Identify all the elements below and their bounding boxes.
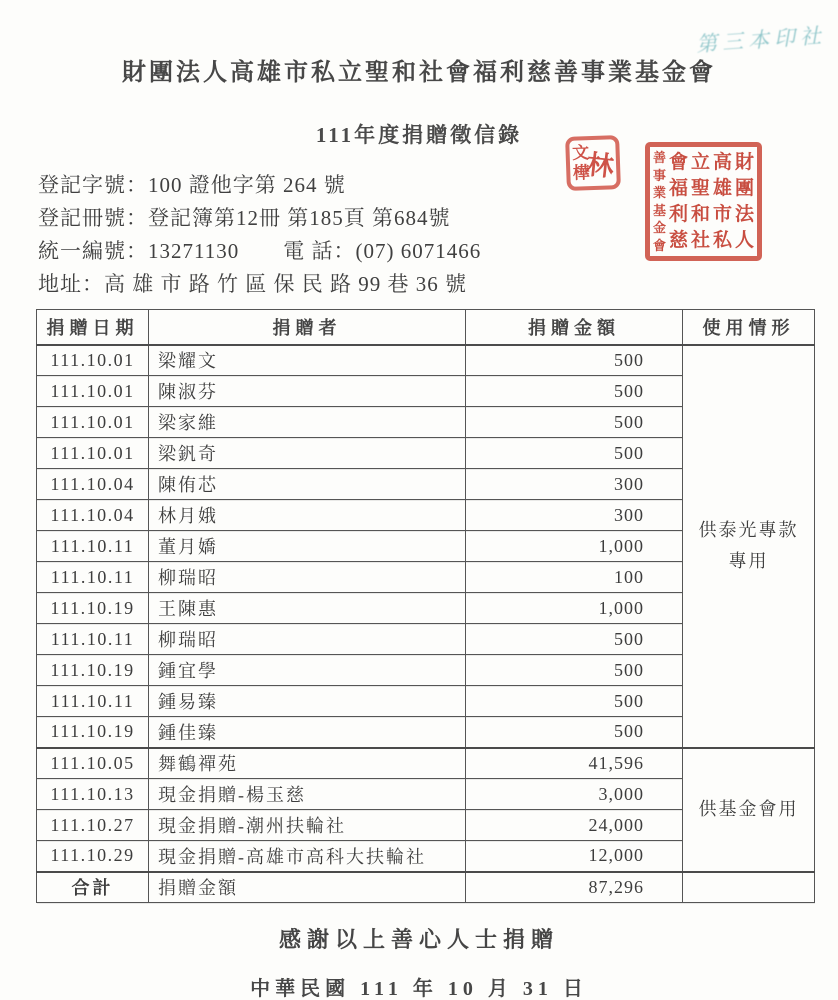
donation-table (36, 309, 815, 903)
cell-donor: 梁家維 (149, 407, 466, 438)
cell-donor: 柳瑞昭 (149, 562, 466, 593)
cell-amount: 300 (466, 469, 683, 500)
total-usage-cell (683, 872, 815, 903)
table-total-body (37, 872, 815, 903)
stamp-char: 林 (584, 148, 615, 182)
info-line-address: 地址：高 雄 市 路 竹 區 保 民 路 99 巷 36 號 (38, 272, 467, 296)
cell-donor: 鍾佳臻 (149, 717, 466, 748)
cell-amount: 500 (466, 624, 683, 655)
cell-amount: 500 (466, 717, 683, 748)
cell-donor: 現金捐贈-高雄市高科大扶輪社 (149, 841, 466, 872)
report-subtitle: 111年度捐贈徵信錄 (315, 123, 523, 147)
cell-donation-date: 111.10.29 (37, 841, 149, 872)
total-row (37, 872, 815, 903)
cell-donation-date: 111.10.01 (37, 407, 149, 438)
cell-donation-date: 111.10.19 (37, 717, 149, 748)
document-date: 中華民國 111 年 10 月 31 日 (250, 978, 588, 1000)
table-header (37, 310, 815, 345)
seal-column: 高 雄 市 私 (712, 151, 732, 252)
cell-donation-date: 111.10.01 (37, 438, 149, 469)
cell-donor: 柳瑞昭 (149, 624, 466, 655)
cell-donation-date: 111.10.01 (37, 376, 149, 407)
cell-usage: 供基金會用 (683, 748, 815, 872)
cell-amount: 3,000 (466, 779, 683, 810)
cell-donor: 現金捐贈-潮州扶輪社 (149, 810, 466, 841)
info-line-register-book: 登記冊號：登記簿第12冊 第185頁 第684號 (38, 206, 451, 230)
cell-amount: 500 (466, 345, 683, 376)
total-label-cell: 合計 (37, 872, 149, 903)
handwritten-annotation: 第三本印社 (695, 23, 827, 57)
cell-donor: 鍾宜學 (149, 655, 466, 686)
cell-donation-date: 111.10.27 (37, 810, 149, 841)
info-line-uniform-no-phone: 統一編號：13271130 電 話：(07) 6071466 (38, 239, 482, 263)
cell-donation-date: 111.10.11 (37, 531, 149, 562)
cell-donation-date: 111.10.05 (37, 748, 149, 779)
stamp-char: 樺 (572, 163, 591, 183)
seal-column: 立 聖 和 社 (690, 151, 710, 252)
cell-donor: 王陳惠 (149, 593, 466, 624)
seal-column: 善 事 業 基 金 會 (653, 150, 667, 253)
cell-donor: 陳淑芬 (149, 376, 466, 407)
seal-column: 會 福 利 慈 (668, 151, 688, 252)
table-row (37, 748, 815, 779)
cell-donation-date: 111.10.19 (37, 593, 149, 624)
cell-donation-date: 111.10.19 (37, 655, 149, 686)
cell-amount: 24,000 (466, 810, 683, 841)
table-body (37, 345, 815, 872)
cell-amount: 500 (466, 407, 683, 438)
org-title: 財團法人高雄市私立聖和社會福利慈善事業基金會 (122, 60, 716, 86)
cell-donor: 鍾易臻 (149, 686, 466, 717)
cell-amount: 500 (466, 376, 683, 407)
cell-donation-date: 111.10.04 (37, 469, 149, 500)
header-usage: 使用情形 (683, 310, 815, 345)
cell-donor: 董月嬌 (149, 531, 466, 562)
cell-donor: 梁耀文 (149, 345, 466, 376)
cell-donation-date: 111.10.11 (37, 624, 149, 655)
total-desc-cell: 捐贈金額 (149, 872, 466, 903)
seal-column: 財 團 法 人 (734, 151, 754, 252)
cell-donation-date: 111.10.11 (37, 686, 149, 717)
cell-donor: 林月娥 (149, 500, 466, 531)
cell-donor: 梁釩奇 (149, 438, 466, 469)
table-row (37, 345, 815, 376)
cell-amount: 500 (466, 655, 683, 686)
cell-donor: 舞鶴禪苑 (149, 748, 466, 779)
cell-amount: 100 (466, 562, 683, 593)
cell-donor: 現金捐贈-楊玉慈 (149, 779, 466, 810)
cell-donation-date: 111.10.01 (37, 345, 149, 376)
header-donation-date: 捐贈日期 (37, 310, 149, 345)
cell-donation-date: 111.10.13 (37, 779, 149, 810)
cell-amount: 12,000 (466, 841, 683, 872)
cell-amount: 1,000 (466, 593, 683, 624)
cell-donation-date: 111.10.11 (37, 562, 149, 593)
stamp-char: 文 (571, 143, 590, 163)
cell-amount: 41,596 (466, 748, 683, 779)
cell-usage: 供泰光專款 專用 (683, 345, 815, 748)
cell-donor: 陳侑芯 (149, 469, 466, 500)
info-line-registration-no: 登記字號：100 證他字第 264 號 (38, 173, 346, 197)
personal-name-stamp (565, 135, 621, 191)
cell-donation-date: 111.10.04 (37, 500, 149, 531)
header-amount: 捐贈金額 (466, 310, 683, 345)
cell-amount: 1,000 (466, 531, 683, 562)
cell-amount: 500 (466, 686, 683, 717)
total-amount-cell: 87,296 (466, 872, 683, 903)
cell-amount: 500 (466, 438, 683, 469)
header-row (37, 310, 815, 345)
cell-amount: 300 (466, 500, 683, 531)
header-donor: 捐贈者 (149, 310, 466, 345)
thanks-note: 感謝以上善心人士捐贈 (278, 927, 559, 952)
foundation-seal (645, 142, 762, 261)
